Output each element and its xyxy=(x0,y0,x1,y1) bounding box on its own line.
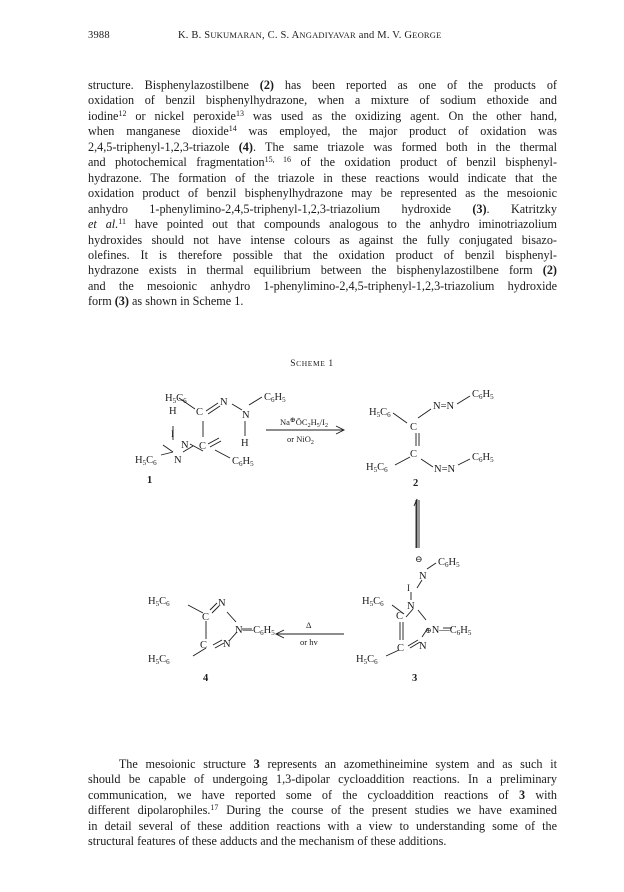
c1-h-label: H xyxy=(169,406,177,417)
compound-label-1: 1 xyxy=(147,475,153,486)
running-header-authors: K. B. SUKUMARAN, C. S. ANGADIYAVAR and M. V. GEORGE xyxy=(178,30,442,41)
reagent-bottom-alt: or hv xyxy=(300,637,318,647)
c2-phenyl-label: C6H5 xyxy=(472,452,494,464)
paragraph-2 xyxy=(88,757,557,850)
c1-phenyl-label: H5C6 xyxy=(165,393,187,405)
text-line: olefines. It is therefore possible that the oxidation product of benzil bisphenyl- xyxy=(88,247,557,262)
reagent-top-alt: or NiO$_2$ xyxy=(287,434,314,446)
c1-phenyl-label: H5C6 xyxy=(135,455,157,467)
c2-carbon-label: C xyxy=(410,422,418,433)
text-line: 2,4,5-triphenyl-1,2,3-triazole (4). The same triazole was formed both in the thermal xyxy=(88,139,558,154)
text-line: iodine$^{12}$ or nickel peroxide$^{13}$ was used as the oxidizing agent. On the other hand, xyxy=(88,108,558,123)
c4-carbon-label: C xyxy=(200,640,208,651)
text-line: in detail several of these addition reactions with a view to understanding some of the xyxy=(88,818,557,833)
text-line: et al.$^{11}$ have pointed out that compounds analogous to the anhydro iminotriazolium xyxy=(88,217,558,232)
text-line: anhydro 1-phenylimino-2,4,5-triphenyl-1,2,3-triazolium hydroxide (3). Katritzky xyxy=(88,201,557,216)
c1-phenyl-label: C6H5 xyxy=(264,392,286,404)
c4-carbon-label: C xyxy=(202,612,210,623)
c4-nitrogen-label: N—C6H5 xyxy=(235,625,275,637)
text-line: form (3) as shown in Scheme 1. xyxy=(88,294,244,309)
c1-bond-bar: I xyxy=(171,429,174,439)
text-line: hydrazone. The formation of the triazole in these reactions would indicate that the xyxy=(88,170,557,185)
c2-azo-label: N=N xyxy=(434,464,456,475)
compound-label-3: 3 xyxy=(412,673,418,684)
c2-phenyl-label: H5C6 xyxy=(369,407,391,419)
text-line: and the mesoionic anhydro 1-phenylimino-2,4,5-triphenyl-1,2,3-triazolium hydroxide xyxy=(88,278,557,293)
c2-carbon-label: C xyxy=(410,449,418,460)
c2-azo-label: N=N xyxy=(433,401,455,412)
c2-phenyl-label: H5C6 xyxy=(366,462,388,474)
c1-nitrogen-label: N xyxy=(181,440,189,451)
c3-carbon-label: C xyxy=(397,643,405,654)
c3-nitrogen-label: N xyxy=(419,641,427,652)
c1-h-label: H xyxy=(241,438,249,449)
c1-phenyl-label: C6H5 xyxy=(232,456,254,468)
c3-ring-nplus-label: ⊕N—C6H5 xyxy=(425,625,472,637)
text-line: different dipolarophiles.$^{17}$ During the course of the present studies we have examined xyxy=(88,803,557,818)
c1-nitrogen-label: N xyxy=(220,397,228,408)
text-line: The mesoionic structure 3 represents an azomethineimine system and as such it xyxy=(88,757,557,771)
c1-nitrogen-label: N xyxy=(242,410,250,421)
text-line: oxidation of benzil bisphenylhydrazone, when a mixture of sodium ethoxide and xyxy=(88,93,557,108)
c3-nitrogen-label: N xyxy=(419,571,427,582)
text-line: structural features of these adducts and the mechanism of these additions. xyxy=(88,834,447,849)
text-line: structure. Bisphenylazostilbene (2) has been reported as one of the products of xyxy=(88,78,557,92)
c1-carbon-label: C xyxy=(196,407,204,418)
reagent-bottom: Δ xyxy=(306,620,312,630)
text-line: and photochemical fragmentation$^{15, 16}$ of the oxidation product of benzil bisphenyl- xyxy=(88,155,558,170)
text-line: when manganese dioxide$^{14}$ was employed, the major product of oxidation was xyxy=(88,124,557,139)
text-line: oxidation product of benzil bisphenylhydrazone may be represented as the mesoionic xyxy=(88,186,557,201)
c1-carbon-label: C xyxy=(199,441,207,452)
scheme-title: SCHEME 1 xyxy=(290,359,334,369)
text-line: should be capable of undergoing 1,3-dipolar cycloaddition reactions. In a preliminary xyxy=(88,772,557,787)
c3-bond-bar: I xyxy=(407,583,410,593)
reagent-top: $Na^\oplus ŌC_2H_5/I_2$ xyxy=(280,416,328,429)
text-line: hydroxides should not have intense colours as against the fully conjugated bisazo- xyxy=(88,232,557,247)
c3-phenyl-label: C6H5 xyxy=(438,557,460,569)
compound-label-2: 2 xyxy=(413,478,419,489)
c3-phenyl-label: H5C6 xyxy=(356,654,378,666)
c2-phenyl-label: C6H5 xyxy=(472,389,494,401)
page-number: 3988 xyxy=(88,30,110,41)
compound-label-4: 4 xyxy=(203,673,209,684)
c4-nitrogen-label: N xyxy=(218,598,226,609)
c4-phenyl-label: H5C6 xyxy=(148,654,170,666)
minus-charge-icon: ⊖ xyxy=(415,554,423,564)
text-line: communication, we have reported some of the cycloaddition reactions of 3 with xyxy=(88,787,557,802)
text-line: hydrazone exists in thermal equilibrium between the bisphenylazostilbene form (2) xyxy=(88,263,557,278)
c3-nitrogen-label: N xyxy=(407,601,415,612)
c3-carbon-label: C xyxy=(396,611,404,622)
c4-phenyl-label: H5C6 xyxy=(148,596,170,608)
c4-nitrogen-label: N xyxy=(223,639,231,650)
c3-phenyl-label: H5C6 xyxy=(362,596,384,608)
c1-nitrogen-label: N xyxy=(174,455,182,466)
